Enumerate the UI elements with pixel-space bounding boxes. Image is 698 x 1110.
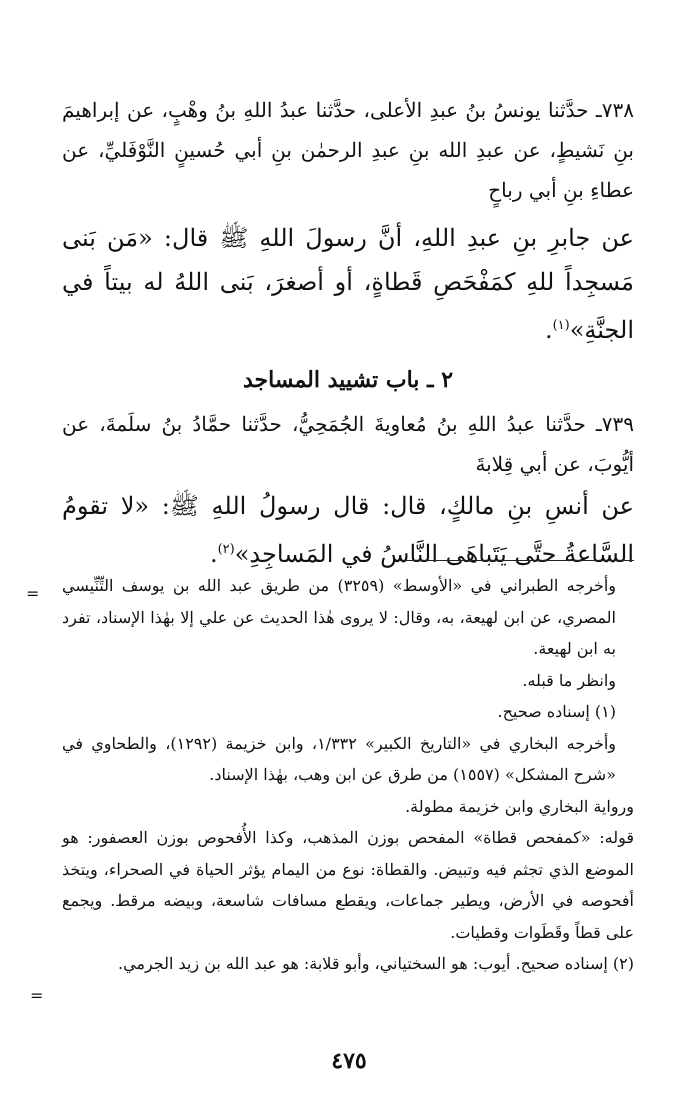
hadith-738-isnad: ٧٣٨ـ حدَّثنا يونسُ بنُ عبدِ الأعلى، حدَّثنا عبدُ اللهِ بنُ وهْبٍ، عن إبراهيمَ بنِ نَشيطٍ، عن عبدِ الله بنِ عبدِ الرحمٰن بنِ أبي حُسينٍ النَّوْفَليِّ، عن عطاءِ بنِ أبي رباحٍ bbox=[62, 98, 634, 202]
hadith-739-matn bbox=[62, 484, 634, 576]
continuation-mark-top: = bbox=[26, 584, 40, 603]
footnote-line: ورواية البخاري وابن خزيمة مطولة. bbox=[405, 796, 634, 816]
hadith-739-matn-text: عن أنسِ بنِ مالكٍ، قال: قال رسولُ اللهِ ﷺ: «لا تقومُ السَّاعةُ حتَّى يَتَباهَى النَّاسُ في المَساجِدِ» bbox=[62, 492, 634, 568]
hadith-738-end: . bbox=[544, 316, 553, 344]
page-number: ٤٧٥ bbox=[331, 1048, 367, 1074]
footnotes bbox=[62, 570, 634, 980]
footnote-ref-1[interactable]: (١) bbox=[552, 318, 570, 333]
hadith-738-matn-text: عن جابرِ بنِ عبدِ اللهِ، أنَّ رسولَ اللهِ ﷺ قال: «مَن بَنى مَسجِداً للهِ كمَفْحَصِ قَطاةٍ، أو أصغرَ، بَنى اللهُ له بيتاً في الجنَّةِ» bbox=[62, 224, 634, 344]
footnote-line: وأخرجه الطبراني في «الأوسط» (٣٢٥٩) من طريق عبد الله بن يوسف التِّنِّيسي المصري، عن ابن لهيعة، به، وقال: لا يروى هٰذا الحديث عن علي إلا بهٰذا الإسناد، تفرد به ابن لهيعة. bbox=[62, 576, 617, 658]
footnote-line: (١) إسناده صحيح. bbox=[497, 702, 616, 721]
chapter-heading: ٢ ـ باب تشييد المساجد bbox=[242, 367, 454, 393]
continuation-mark-bottom: = bbox=[30, 986, 44, 1005]
footnote-line: قوله: «كمفحص قطاة» المفحص بوزن المذهب، وكذا الأُفحوص بوزن العصفور: هو الموضع الذي تجثم فيه وتبيض. والقطاة: نوع من اليمام يؤثر الحياة في الصحراء، ويتخذ أفحوصه في الأرض، ويطير جماعات، ويقطع مسافات شاسعة، وبيضه مرقط. ويجمع على قطاً وقَطَوات وقطيات. bbox=[62, 828, 634, 942]
main-text bbox=[62, 90, 634, 576]
hadith-738-matn bbox=[62, 216, 634, 352]
footnote-line: وانظر ما قبله. bbox=[522, 670, 616, 690]
footnote-line: (٢) إسناده صحيح. أيوب: هو السختياني، وأبو قلابة: هو عبد الله بن زيد الجرمي. bbox=[117, 954, 634, 973]
footnote-divider bbox=[400, 560, 634, 561]
footnote-ref-2[interactable]: (٢) bbox=[217, 542, 235, 557]
footnote-line: وأخرجه البخاري في «التاريخ الكبير» ١/٣٣٢، وابن خزيمة (١٢٩٢)، والطحاوي في «شرح المشكل» (١٥٥٧) من طرق عن ابن وهب، بهٰذا الإسناد. bbox=[62, 733, 617, 784]
hadith-739-end: . bbox=[209, 540, 218, 568]
hadith-739-isnad: ٧٣٩ـ حدَّثنا عبدُ اللهِ بنُ مُعاويةَ الجُمَحِيُّ، حدَّثنا حمَّادُ بنُ سلَمةَ، عن أيُّوبَ، عن أبي قِلابةَ bbox=[62, 412, 634, 476]
